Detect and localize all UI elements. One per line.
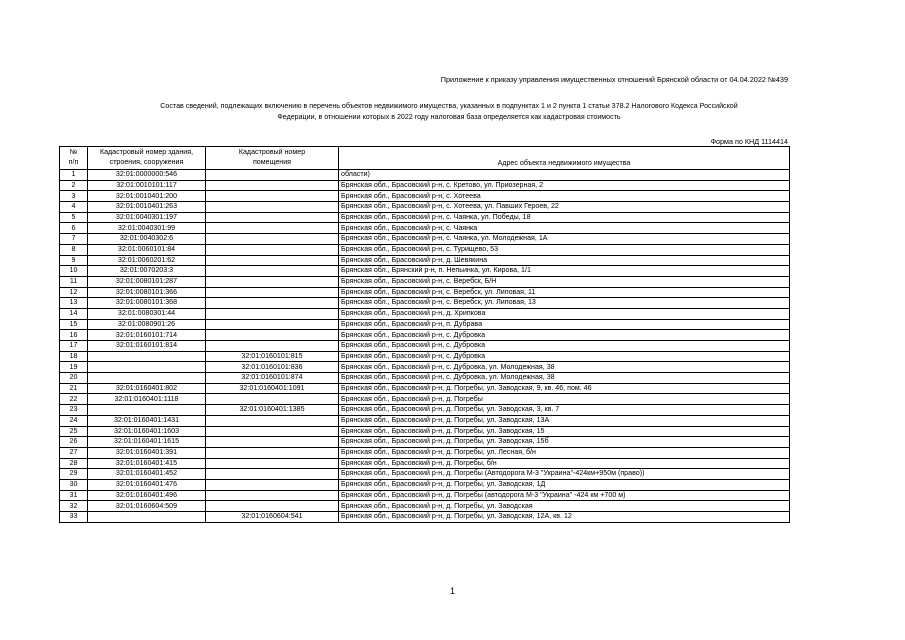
cell-number: 26 (60, 437, 88, 448)
cell-building-cadastral (88, 362, 206, 373)
cell-building-cadastral: 32:01:0160401:1431 (88, 415, 206, 426)
cell-number: 19 (60, 362, 88, 373)
cell-building-cadastral: 32:01:0040301:99 (88, 223, 206, 234)
cell-premise-cadastral (206, 298, 339, 309)
cell-number: 13 (60, 298, 88, 309)
cell-premise-cadastral: 32:01:0160101:836 (206, 362, 339, 373)
cell-number: 20 (60, 373, 88, 384)
cell-address: Брянская обл., Брасовский р-н, д. Погребы, ул. Заводская, 1Д (339, 479, 790, 490)
table-row (60, 341, 790, 352)
table-row (60, 362, 790, 373)
cell-building-cadastral: 32:01:0060101:84 (88, 244, 206, 255)
cell-premise-cadastral: 32:01:0160401:1091 (206, 383, 339, 394)
cell-building-cadastral: 32:01:0040302:6 (88, 234, 206, 245)
table-row (60, 490, 790, 501)
table-row (60, 426, 790, 437)
cell-building-cadastral: 32:01:0160401:802 (88, 383, 206, 394)
cell-building-cadastral: 32:01:0010101:117 (88, 180, 206, 191)
cell-building-cadastral: 32:01:0000000:546 (88, 170, 206, 181)
cell-premise-cadastral (206, 319, 339, 330)
column-header-premise: Кадастровый номер помещения (206, 147, 339, 170)
cell-address: Брянская обл., Брасовский р-н, п. Дубрава (339, 319, 790, 330)
column-header-number: № п/п (60, 147, 88, 170)
cell-building-cadastral: 32:01:0080301:44 (88, 308, 206, 319)
cell-address: Брянская обл., Брасовский р-н, с. Дубровка (339, 351, 790, 362)
cell-building-cadastral (88, 405, 206, 416)
cell-number: 16 (60, 330, 88, 341)
cell-building-cadastral: 32:01:0010401:263 (88, 202, 206, 213)
table-row (60, 298, 790, 309)
cell-premise-cadastral (206, 180, 339, 191)
table-header-row (60, 147, 790, 170)
cell-address: Брянская обл., Брасовский р-н, с. Дубровка (339, 341, 790, 352)
table-row (60, 308, 790, 319)
cell-premise-cadastral (206, 437, 339, 448)
cell-premise-cadastral (206, 202, 339, 213)
table-row (60, 351, 790, 362)
cell-premise-cadastral (206, 501, 339, 512)
cell-building-cadastral: 32:01:0040301:197 (88, 212, 206, 223)
column-header-address: Адрес объекта недвижимого имущества (339, 147, 790, 170)
cell-number: 29 (60, 469, 88, 480)
cell-address: Брянская обл., Брасовский р-н, с. Веребск, ул. Липовая, 11 (339, 287, 790, 298)
cell-address: Брянская обл., Брасовский р-н, д. Погребы, ул. Заводская, 15 (339, 426, 790, 437)
cell-address: области) (339, 170, 790, 181)
cell-premise-cadastral (206, 394, 339, 405)
cell-premise-cadastral: 32:01:0160101:874 (206, 373, 339, 384)
cell-premise-cadastral (206, 308, 339, 319)
cell-address: Брянская обл., Брасовский р-н, с. Дубровка, ул. Молодежная, 38 (339, 362, 790, 373)
cell-number: 4 (60, 202, 88, 213)
cell-building-cadastral: 32:01:0060201:62 (88, 255, 206, 266)
table-row (60, 373, 790, 384)
cell-premise-cadastral (206, 223, 339, 234)
cell-premise-cadastral (206, 341, 339, 352)
cell-number: 1 (60, 170, 88, 181)
cell-premise-cadastral (206, 469, 339, 480)
cell-number: 9 (60, 255, 88, 266)
cell-building-cadastral: 32:01:0160401:476 (88, 479, 206, 490)
cell-number: 27 (60, 447, 88, 458)
cell-premise-cadastral (206, 287, 339, 298)
cell-premise-cadastral (206, 276, 339, 287)
cell-number: 2 (60, 180, 88, 191)
cell-premise-cadastral: 32:01:0160604:541 (206, 512, 339, 523)
cell-number: 3 (60, 191, 88, 202)
cell-address: Брянская обл., Брасовский р-н, с. Чаянка (339, 223, 790, 234)
page-number: 1 (449, 586, 455, 596)
cell-building-cadastral: 32:01:0070203:3 (88, 266, 206, 277)
table-row (60, 405, 790, 416)
cell-building-cadastral: 32:01:0160401:1603 (88, 426, 206, 437)
cell-building-cadastral: 32:01:0080101:368 (88, 298, 206, 309)
table-row (60, 447, 790, 458)
cell-premise-cadastral (206, 447, 339, 458)
table-row (60, 234, 790, 245)
cell-address: Брянская обл., Брасовский р-н, с. Хотеева (339, 191, 790, 202)
form-code: Форма по КНД 1114414 (710, 137, 788, 146)
title-line-2: Федерации, в отношении которых в 2022 году налоговая база определяется как кадастровая стоимость (277, 113, 621, 121)
cell-building-cadastral: 32:01:0160101:814 (88, 341, 206, 352)
appendix-line: Приложение к приказу управления имущественных отношений Брянской области от 04.04.2022 №439 (440, 75, 788, 84)
title-line-1: Состав сведений, подлежащих включению в перечень объектов недвижимого имущества, указанных в подпунктах 1 и 2 пункта 1 статьи 378.2 Налогового Кодекса Российской (160, 102, 738, 110)
cell-number: 25 (60, 426, 88, 437)
cell-number: 7 (60, 234, 88, 245)
cell-address: Брянская обл., Брасовский р-н, д. Погребы, ул. Лесная, б/н (339, 447, 790, 458)
table-row (60, 415, 790, 426)
cell-building-cadastral: 32:01:0080901:26 (88, 319, 206, 330)
cell-building-cadastral (88, 373, 206, 384)
cell-address: Брянская обл., Брасовский р-н, с. Кретово, ул. Приозерная, 2 (339, 180, 790, 191)
cell-address: Брянская обл., Брасовский р-н, д. Хрипкова (339, 308, 790, 319)
cell-address: Брянская обл., Брасовский р-н, д. Шевякина (339, 255, 790, 266)
cell-premise-cadastral (206, 212, 339, 223)
cell-address: Брянская обл., Брасовский р-н, д. Погребы, ул. Заводская, 3, кв. 7 (339, 405, 790, 416)
cell-number: 6 (60, 223, 88, 234)
cell-building-cadastral: 32:01:0160401:452 (88, 469, 206, 480)
cell-building-cadastral: 32:01:0010401:200 (88, 191, 206, 202)
cell-number: 12 (60, 287, 88, 298)
cell-premise-cadastral (206, 170, 339, 181)
cell-address: Брянская обл., Брасовский р-н, д. Погребы, ул. Заводская (339, 501, 790, 512)
cell-premise-cadastral: 32:01:0160401:1385 (206, 405, 339, 416)
column-header-building: Кадастровый номер здания, строения, сооружения (88, 147, 206, 170)
table-row (60, 255, 790, 266)
cell-number: 14 (60, 308, 88, 319)
cell-building-cadastral (88, 512, 206, 523)
cell-number: 21 (60, 383, 88, 394)
table-row (60, 512, 790, 523)
cell-premise-cadastral (206, 426, 339, 437)
cell-address: Брянская обл., Брасовский р-н, с. Веребск, Б/Н (339, 276, 790, 287)
cell-number: 32 (60, 501, 88, 512)
cell-number: 33 (60, 512, 88, 523)
cell-number: 5 (60, 212, 88, 223)
cell-address: Брянская обл., Брасовский р-н, д. Погребы, ул. Заводская, 15б (339, 437, 790, 448)
cell-address: Брянская обл., Брасовский р-н, с. Дубровка (339, 330, 790, 341)
cell-number: 10 (60, 266, 88, 277)
table-row (60, 394, 790, 405)
table-row (60, 330, 790, 341)
cell-number: 31 (60, 490, 88, 501)
cell-address: Брянская обл., Брасовский р-н, д. Погребы, б/н (339, 458, 790, 469)
table-row (60, 180, 790, 191)
cell-address: Брянская обл., Брасовский р-н, с. Чаянка, ул. Молодежная, 1А (339, 234, 790, 245)
cell-address: Брянская обл., Брянский р-н, п. Непьинка, ул. Кирова, 1/1 (339, 266, 790, 277)
cell-building-cadastral: 32:01:0160101:714 (88, 330, 206, 341)
table-row (60, 244, 790, 255)
cell-address: Брянская обл., Брасовский р-н, с. Хотеева, ул. Павших Героев, 22 (339, 202, 790, 213)
table-row (60, 287, 790, 298)
table-row (60, 191, 790, 202)
cell-premise-cadastral (206, 234, 339, 245)
cell-premise-cadastral (206, 415, 339, 426)
table-row (60, 458, 790, 469)
table-row (60, 383, 790, 394)
cell-premise-cadastral (206, 266, 339, 277)
cell-address: Брянская обл., Брасовский р-н, д. Погребы (Автодорога М-3 "Украина"-424км+950м (право)) (339, 469, 790, 480)
cell-number: 30 (60, 479, 88, 490)
table-row (60, 319, 790, 330)
table-row (60, 437, 790, 448)
table-row (60, 266, 790, 277)
cell-address: Брянская обл., Брасовский р-н, д. Погребы, ул. Заводская, 13А (339, 415, 790, 426)
cell-building-cadastral: 32:01:0160401:1118 (88, 394, 206, 405)
table-row (60, 223, 790, 234)
cell-building-cadastral: 32:01:0160401:391 (88, 447, 206, 458)
cell-number: 15 (60, 319, 88, 330)
table-row (60, 212, 790, 223)
cell-premise-cadastral (206, 458, 339, 469)
table-body (60, 170, 790, 523)
document-title (62, 101, 836, 123)
cell-number: 11 (60, 276, 88, 287)
cell-building-cadastral: 32:01:0160401:496 (88, 490, 206, 501)
cell-address: Брянская обл., Брасовский р-н, д. Погребы, ул. Заводская, 9, кв. 46, пом. 46 (339, 383, 790, 394)
table-row (60, 501, 790, 512)
cell-number: 8 (60, 244, 88, 255)
cell-building-cadastral: 32:01:0160604:509 (88, 501, 206, 512)
cell-building-cadastral (88, 351, 206, 362)
cell-building-cadastral: 32:01:0160401:1615 (88, 437, 206, 448)
cell-number: 17 (60, 341, 88, 352)
cell-premise-cadastral (206, 244, 339, 255)
cell-number: 23 (60, 405, 88, 416)
table-row (60, 170, 790, 181)
cell-premise-cadastral (206, 479, 339, 490)
cell-address: Брянская обл., Брасовский р-н, с. Веребск, ул. Липовая, 13 (339, 298, 790, 309)
cell-number: 18 (60, 351, 88, 362)
table-row (60, 469, 790, 480)
cell-address: Брянская обл., Брасовский р-н, д. Погребы (автодорога М-3 "Украина" -424 км +700 м) (339, 490, 790, 501)
cell-premise-cadastral (206, 255, 339, 266)
cell-number: 24 (60, 415, 88, 426)
cell-number: 22 (60, 394, 88, 405)
cell-address: Брянская обл., Брасовский р-н, д. Погребы (339, 394, 790, 405)
cell-building-cadastral: 32:01:0080101:287 (88, 276, 206, 287)
cell-address: Брянская обл., Брасовский р-н, д. Погребы, ул. Заводская, 12А, кв. 12 (339, 512, 790, 523)
property-table (59, 146, 790, 523)
cell-premise-cadastral: 32:01:0160101:815 (206, 351, 339, 362)
table-row (60, 479, 790, 490)
table-row (60, 276, 790, 287)
cell-address: Брянская обл., Брасовский р-н, с. Чаянка, ул. Победы, 18 (339, 212, 790, 223)
cell-address: Брянская обл., Брасовский р-н, с. Дубровка, ул. Молодежная, 38 (339, 373, 790, 384)
cell-premise-cadastral (206, 330, 339, 341)
cell-premise-cadastral (206, 191, 339, 202)
cell-building-cadastral: 32:01:0080101:366 (88, 287, 206, 298)
cell-address: Брянская обл., Брасовский р-н, с. Турищево, 53 (339, 244, 790, 255)
cell-building-cadastral: 32:01:0160401:415 (88, 458, 206, 469)
cell-premise-cadastral (206, 490, 339, 501)
table-row (60, 202, 790, 213)
cell-number: 28 (60, 458, 88, 469)
